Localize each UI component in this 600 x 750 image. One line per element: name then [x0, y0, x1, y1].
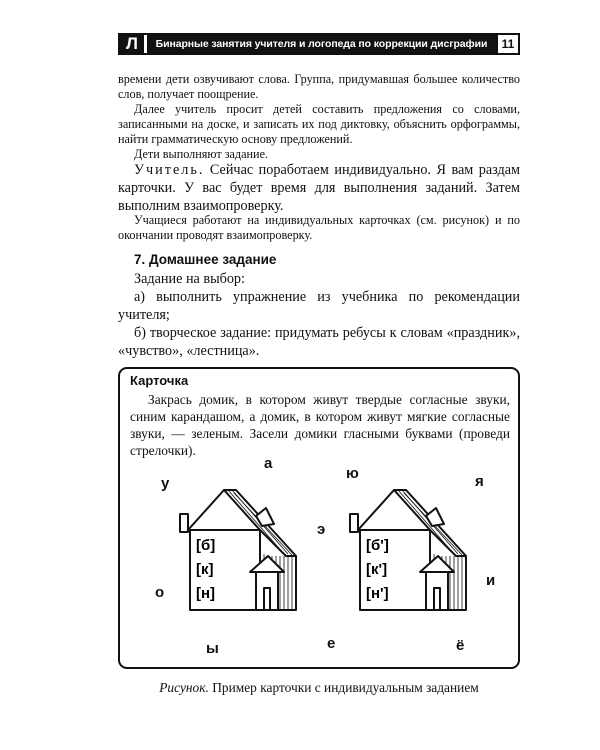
- students-paragraph: Учащиеся работают на индивидуальных карточках (см. рисунок) и по окончании проводят взаимопроверку.: [118, 213, 520, 242]
- figure-caption: [118, 680, 520, 696]
- teacher-speech: [118, 161, 520, 215]
- teacher-speaker: Учитель.: [134, 162, 205, 178]
- vowel-e: э: [317, 521, 326, 538]
- homework-heading: 7. Домашнее задание: [134, 252, 277, 267]
- vowel-a: а: [264, 455, 273, 472]
- vowel-ye: е: [327, 635, 336, 652]
- header-letter-badge: Л: [120, 35, 144, 53]
- paragraph-3: [118, 147, 520, 162]
- house-soft-consonants: [346, 484, 476, 614]
- card-task-text: Закрась домик, в котором живут твердые согласные звуки, синим карандашом, а домик, в котором живут мягкие согласные звуки, — зеленым. Засели домики гласными буквами (проведи стрелочки).: [130, 392, 510, 458]
- house-hard-sound-2: [к]: [196, 561, 214, 578]
- homework-section: [118, 251, 520, 360]
- page-header: [118, 33, 520, 55]
- vowel-y: ы: [206, 640, 219, 657]
- vowel-u: у: [161, 475, 170, 492]
- house-soft-sound-2: [к']: [366, 561, 388, 578]
- house-soft-sound-1: [б']: [366, 537, 389, 554]
- teacher-speech-text: Сейчас поработаем индивидуально. Я вам раздам карточки. У вас будет время для выполнения заданий. Затем выполним взаимопроверку.: [118, 162, 521, 214]
- paragraph-2-text: Далее учитель просит детей составить предложения со словами, записанными на доске, и записать их под диктовку, объяснить орфограммы, найти грамматическую основу предложений.: [118, 102, 520, 146]
- page-number: 11: [496, 35, 518, 53]
- header-title: Бинарные занятия учителя и логопеда по коррекции дисграфии: [147, 35, 496, 53]
- homework-intro: Задание на выбор:: [134, 271, 245, 287]
- task-card: [118, 367, 520, 669]
- paragraph-1: [118, 72, 520, 102]
- vowel-yo: ё: [456, 637, 465, 654]
- vowel-i: и: [486, 572, 496, 589]
- paragraph-2: [118, 102, 520, 147]
- paragraph-3-text: Дети выполняют задание.: [134, 147, 269, 161]
- house-hard-consonants: [176, 484, 306, 614]
- house-soft-sound-3: [н']: [366, 585, 389, 602]
- homework-option-a: а) выполнить упражнение из учебника по рекомендации учителя;: [118, 289, 520, 323]
- vowel-o: о: [155, 584, 165, 601]
- paragraph-1-text: времени дети озвучивают слова. Группа, придумавшая большее количество слов, получает поощрение.: [118, 72, 520, 101]
- caption-text: Пример карточки с индивидуальным заданием: [212, 680, 479, 695]
- caption-label: Рисунок.: [159, 680, 209, 695]
- homework-option-b: б) творческое задание: придумать ребусы к словам «праздник», «чувство», «лестница».: [118, 325, 520, 359]
- vowel-ya: я: [475, 473, 484, 490]
- vowel-yu: ю: [346, 465, 359, 482]
- house-hard-sound-3: [н]: [196, 585, 216, 602]
- card-title: Карточка: [130, 373, 189, 388]
- house-hard-sound-1: [б]: [196, 537, 216, 554]
